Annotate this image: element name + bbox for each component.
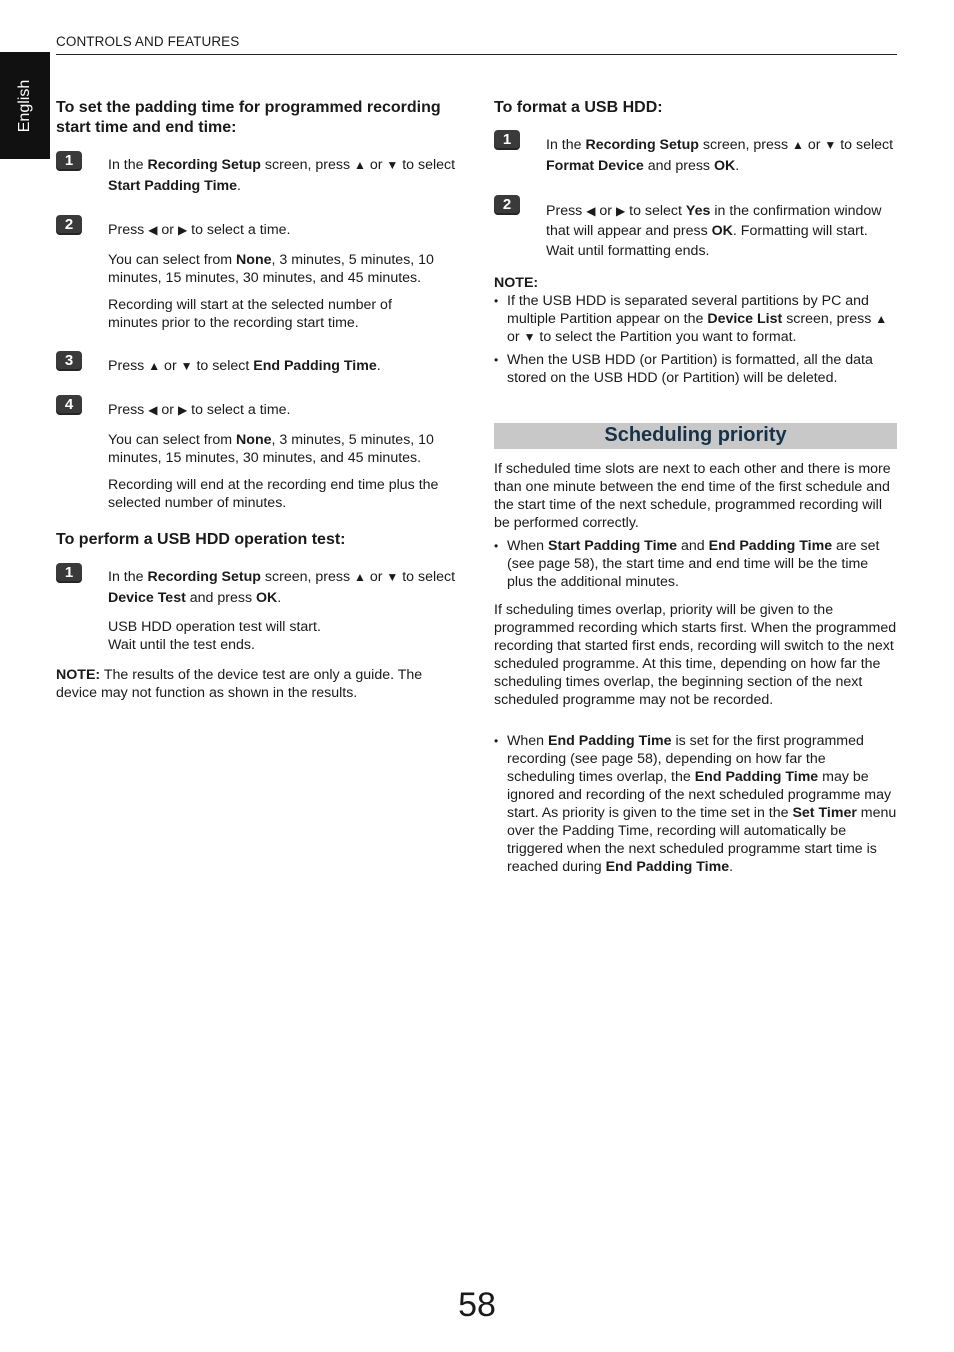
down-arrow-icon: ▼ [386, 570, 399, 584]
section-title-bar [494, 423, 897, 449]
up-arrow-icon: ▲ [875, 312, 888, 326]
step-text: Press ◀ or ▶ to select a time. [108, 402, 291, 418]
step-badge: 4 [56, 395, 82, 415]
scheduling-bullet-list [494, 732, 897, 876]
step-badge: 2 [494, 195, 520, 215]
step-text: In the Recording Setup screen, press ▲ or ▼ to select Format Device and press OK. [546, 137, 894, 174]
left-arrow-icon: ◀ [148, 403, 158, 417]
down-arrow-icon: ▼ [386, 158, 399, 172]
format-heading: To format a USB HDD: [494, 99, 663, 116]
step-text: Press ▲ or ▼ to select End Padding Time. [108, 358, 381, 374]
step-badge: 3 [56, 351, 82, 371]
step-detail: Recording will end at the recording end time plus the selected number of minutes. [108, 477, 439, 511]
right-arrow-icon: ▶ [177, 223, 188, 237]
scheduling-paragraph: If scheduling times overlap, priority will be given to the programmed recording which starts first. When the programmed recording that started first ends, recording will switch to the next scheduled programme. At this time, depending on how far the scheduling times overlap, the beginning section of the next scheduled programme may not be recorded. [494, 602, 897, 708]
step-text: Press ◀ or ▶ to select a time. [108, 222, 291, 238]
step-detail: Recording will start at the selected number of minutes prior to the recording start time. [108, 297, 392, 331]
step-text: In the Recording Setup screen, press ▲ or ▼ to select Start Padding Time. [108, 157, 456, 194]
scheduling-bullet-list [494, 537, 897, 591]
language-tab-label: English [16, 79, 33, 132]
section-title: Scheduling priority [604, 424, 787, 446]
left-arrow-icon: ◀ [586, 204, 596, 218]
up-arrow-icon: ▲ [354, 158, 366, 172]
format-notes [494, 274, 897, 387]
up-arrow-icon: ▲ [354, 570, 366, 584]
right-arrow-icon: ▶ [177, 403, 188, 417]
bullet-item: • When End Padding Time is set for the first programmed recording (see page 58), depending on how far the scheduling times overlap, the End Padding Time may be ignored and recording of the next scheduled programme may start. As priority is given to the time set in the Set Timer menu over the Padding Time, recording will automatically be triggered when the next scheduled programme start time is reached during End Padding Time. [494, 732, 897, 876]
down-arrow-icon: ▼ [824, 138, 837, 152]
bullet-item: • When Start Padding Time and End Padding Time are set (see page 58), the start time and end time will be the time plus the additional minutes. [494, 537, 897, 591]
step-detail: USB HDD operation test will start. Wait until the test ends. [108, 619, 321, 653]
down-arrow-icon: ▼ [523, 330, 536, 344]
padding-heading: To set the padding time for programmed recording start time and end time: [56, 99, 441, 136]
step-text: In the Recording Setup screen, press ▲ or ▼ to select Device Test and press OK. [108, 569, 456, 606]
step-badge: 1 [56, 151, 82, 171]
step-detail: You can select from None, 3 minutes, 5 minutes, 10 minutes, 15 minutes, 30 minutes, and 45 minutes. [108, 432, 434, 466]
note-item: • If the USB HDD is separated several partitions by PC and multiple Partition appear on the Device List screen, press ▲ or ▼ to select the Partition you want to format. [494, 292, 897, 346]
note-label: NOTE: [494, 275, 539, 291]
scheduling-paragraph: If scheduled time slots are next to each other and there is more than one minute between the end time of the first schedule and the start time of the next schedule, programmed recording will be performed correctly. [494, 461, 891, 531]
down-arrow-icon: ▼ [180, 359, 193, 373]
step-detail: You can select from None, 3 minutes, 5 minutes, 10 minutes, 15 minutes, 30 minutes, and 45 minutes. [108, 252, 434, 286]
step-badge: 2 [56, 215, 82, 235]
header-rule [56, 54, 897, 55]
section-header: CONTROLS AND FEATURES [56, 34, 240, 49]
page-number: 58 [458, 1286, 496, 1324]
up-arrow-icon: ▲ [148, 359, 161, 373]
right-arrow-icon: ▶ [615, 204, 626, 218]
step-badge: 1 [494, 130, 520, 150]
test-note: NOTE: The results of the device test are only a guide. The device may not function as shown in the results. [56, 667, 423, 701]
step-text: Press ◀ or ▶ to select Yes in the confirmation window that will appear and press OK. Formatting will start. Wait until formatting ends. [546, 203, 882, 259]
up-arrow-icon: ▲ [792, 138, 804, 152]
note-item: • When the USB HDD (or Partition) is formatted, all the data stored on the USB HDD (or Partition) will be deleted. [494, 351, 897, 387]
step-badge: 1 [56, 563, 82, 583]
language-tab [0, 52, 50, 159]
test-heading: To perform a USB HDD operation test: [56, 531, 346, 548]
left-arrow-icon: ◀ [148, 223, 158, 237]
